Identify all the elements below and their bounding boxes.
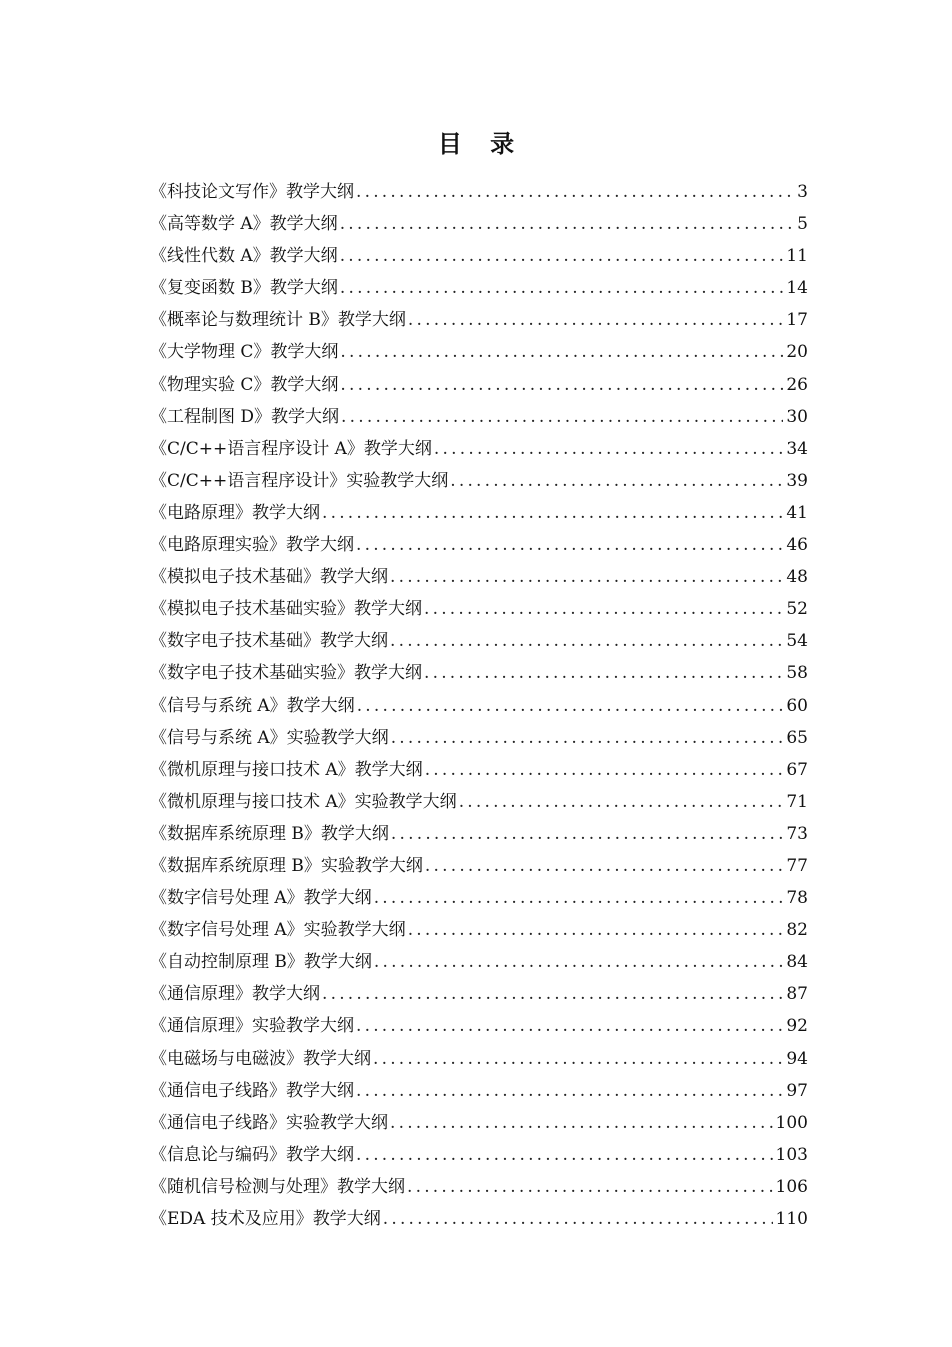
toc-entry[interactable]	[150, 1171, 808, 1203]
toc-entry[interactable]	[150, 625, 808, 657]
toc-entry[interactable]	[150, 722, 808, 754]
toc-entry-title: 《复变函数 B》教学大纲	[150, 278, 338, 299]
toc-entry-page-number: 11	[786, 246, 808, 267]
toc-entry-title: 《通信原理》实验教学大纲	[150, 1016, 354, 1037]
toc-dot-leader	[391, 818, 783, 850]
toc-entry-page-number: 41	[786, 502, 808, 523]
toc-entry-page-number: 60	[786, 695, 808, 716]
toc-dot-leader	[356, 1010, 783, 1042]
toc-entry-title: 《数据库系统原理 B》实验教学大纲	[150, 855, 423, 876]
toc-entry-page-number: 110	[775, 1209, 808, 1229]
toc-entry-title: 《微机原理与接口技术 A》实验教学大纲	[150, 791, 457, 812]
toc-dot-leader	[390, 625, 783, 657]
toc-entry-title: 《科技论文写作》教学大纲	[150, 182, 354, 202]
toc-dot-leader	[322, 978, 783, 1010]
toc-entry[interactable]	[150, 593, 808, 625]
toc-entry[interactable]	[150, 1043, 808, 1075]
toc-dot-leader	[374, 946, 783, 978]
toc-entry-page-number: 67	[786, 759, 808, 780]
page-title: 目 录	[437, 130, 525, 159]
toc-dot-leader	[322, 497, 783, 529]
toc-entry-page-number: 71	[786, 791, 808, 812]
toc-entry[interactable]	[150, 1075, 808, 1107]
toc-entry-page-number: 65	[786, 727, 808, 748]
toc-entry-page-number: 78	[786, 888, 808, 909]
toc-entry-title: 《高等数学 A》教学大纲	[150, 214, 338, 235]
toc-dot-leader	[424, 657, 783, 689]
toc-entry[interactable]	[150, 1010, 808, 1042]
toc-entry-title: 《EDA 技术及应用》教学大纲	[150, 1209, 381, 1229]
toc-entry-title: 《模拟电子技术基础实验》教学大纲	[150, 599, 422, 620]
toc-entry-title: 《线性代数 A》教学大纲	[150, 246, 338, 267]
toc-entry[interactable]	[150, 1203, 808, 1235]
toc-entry[interactable]	[150, 529, 808, 561]
toc-entry-title: 《概率论与数理统计 B》教学大纲	[150, 310, 406, 331]
toc-dot-leader	[434, 433, 783, 465]
toc-dot-leader	[408, 304, 783, 336]
toc-dot-leader	[340, 369, 783, 401]
toc-dot-leader	[383, 1203, 773, 1235]
toc-entry[interactable]	[150, 818, 808, 850]
toc-entry-title: 《物理实验 C》教学大纲	[150, 374, 339, 395]
toc-dot-leader	[391, 722, 784, 754]
toc-entry-title: 《通信电子线路》教学大纲	[150, 1080, 354, 1101]
toc-entry-title: 《数字电子技术基础》教学大纲	[150, 631, 388, 652]
toc-entry-page-number: 100	[775, 1112, 808, 1133]
toc-entry-title: 《信号与系统 A》实验教学大纲	[150, 727, 389, 748]
toc-entry-page-number: 17	[786, 310, 808, 331]
toc-entry-title: 《电路原理》教学大纲	[150, 502, 320, 523]
toc-entry-page-number: 106	[775, 1176, 808, 1197]
toc-entry-title: 《电路原理实验》教学大纲	[150, 535, 354, 556]
toc-entry-title: 《通信原理》教学大纲	[150, 984, 320, 1005]
toc-entry[interactable]	[150, 240, 808, 272]
toc-entry-title: 《C/C++语言程序设计 A》教学大纲	[150, 438, 432, 459]
toc-entry[interactable]	[150, 754, 808, 786]
toc-entry[interactable]	[150, 946, 808, 978]
toc-entry[interactable]	[150, 304, 808, 336]
toc-dot-leader	[340, 208, 794, 240]
toc-dot-leader	[424, 593, 783, 625]
toc-entry-page-number: 26	[786, 374, 808, 395]
toc-entry-title: 《工程制图 D》教学大纲	[150, 406, 340, 427]
toc-dot-leader	[390, 561, 783, 593]
toc-entry-page-number: 48	[786, 567, 808, 588]
toc-entry[interactable]	[150, 882, 808, 914]
toc-entry-title: 《数字信号处理 A》实验教学大纲	[150, 920, 406, 941]
toc-entry-page-number: 97	[786, 1080, 808, 1101]
table-of-contents	[150, 176, 808, 1235]
toc-dot-leader	[341, 401, 783, 433]
toc-dot-leader	[340, 272, 783, 304]
toc-entry-page-number: 94	[786, 1048, 808, 1069]
toc-dot-leader	[374, 882, 784, 914]
toc-dot-leader	[356, 1139, 773, 1171]
toc-dot-leader	[407, 1171, 773, 1203]
toc-entry-page-number: 30	[786, 406, 808, 427]
toc-entry-page-number: 39	[786, 470, 808, 491]
toc-dot-leader	[357, 690, 784, 722]
toc-entry-title: 《微机原理与接口技术 A》教学大纲	[150, 759, 423, 780]
toc-entry[interactable]	[150, 786, 808, 818]
toc-entry[interactable]	[150, 497, 808, 529]
toc-entry[interactable]	[150, 978, 808, 1010]
toc-entry[interactable]	[150, 1107, 808, 1139]
toc-dot-leader	[408, 914, 784, 946]
toc-entry-title: 《模拟电子技术基础》教学大纲	[150, 567, 388, 588]
toc-entry-page-number: 77	[786, 855, 808, 876]
toc-entry-page-number: 73	[786, 823, 808, 844]
toc-dot-leader	[340, 240, 784, 272]
toc-entry-title: 《通信电子线路》实验教学大纲	[150, 1112, 388, 1133]
toc-dot-leader	[390, 1107, 773, 1139]
toc-dot-leader	[425, 850, 783, 882]
toc-entry[interactable]	[150, 657, 808, 689]
toc-entry-page-number: 54	[786, 631, 808, 652]
toc-entry-page-number: 92	[786, 1016, 808, 1037]
toc-entry-title: 《电磁场与电磁波》教学大纲	[150, 1048, 371, 1069]
toc-entry-page-number: 84	[786, 952, 808, 973]
toc-dot-leader	[425, 754, 784, 786]
toc-entry-page-number: 46	[786, 535, 808, 556]
toc-entry[interactable]	[150, 336, 808, 368]
toc-entry[interactable]	[150, 176, 808, 208]
toc-entry[interactable]	[150, 561, 808, 593]
toc-entry[interactable]	[150, 850, 808, 882]
toc-entry-page-number: 20	[786, 342, 808, 363]
toc-entry[interactable]	[150, 690, 808, 722]
toc-entry-title: 《数据库系统原理 B》教学大纲	[150, 823, 389, 844]
toc-entry[interactable]	[150, 401, 808, 433]
toc-entry-page-number: 58	[786, 663, 808, 684]
toc-entry-title: 《数字信号处理 A》教学大纲	[150, 888, 372, 909]
toc-entry[interactable]	[150, 914, 808, 946]
toc-entry-title: 《C/C++语言程序设计》实验教学大纲	[150, 470, 449, 491]
toc-entry-title: 《数字电子技术基础实验》教学大纲	[150, 663, 422, 684]
toc-entry-page-number: 14	[786, 278, 808, 299]
toc-dot-leader	[356, 529, 783, 561]
toc-entry[interactable]	[150, 433, 808, 465]
toc-entry-page-number: 87	[786, 984, 808, 1005]
toc-entry-title: 《自动控制原理 B》教学大纲	[150, 952, 372, 973]
toc-entry-page-number: 34	[786, 438, 808, 459]
toc-entry[interactable]	[150, 1139, 808, 1171]
toc-entry-page-number: 5	[797, 214, 808, 235]
toc-dot-leader	[450, 465, 783, 497]
toc-dot-leader	[459, 786, 784, 818]
toc-entry-title: 《信号与系统 A》教学大纲	[150, 695, 355, 716]
toc-entry[interactable]	[150, 465, 808, 497]
toc-entry-page-number: 52	[786, 599, 808, 620]
toc-dot-leader	[356, 176, 794, 208]
toc-entry-page-number: 82	[786, 920, 808, 941]
toc-entry-title: 《随机信号检测与处理》教学大纲	[150, 1176, 405, 1197]
toc-entry[interactable]	[150, 369, 808, 401]
toc-entry-title: 《大学物理 C》教学大纲	[150, 342, 339, 363]
toc-entry[interactable]	[150, 208, 808, 240]
toc-dot-leader	[340, 336, 783, 368]
toc-entry-title: 《信息论与编码》教学大纲	[150, 1144, 354, 1165]
toc-entry-page-number: 3	[797, 182, 808, 202]
toc-dot-leader	[373, 1043, 783, 1075]
toc-entry[interactable]	[150, 272, 808, 304]
toc-entry-page-number: 103	[775, 1144, 808, 1165]
toc-dot-leader	[356, 1075, 783, 1107]
